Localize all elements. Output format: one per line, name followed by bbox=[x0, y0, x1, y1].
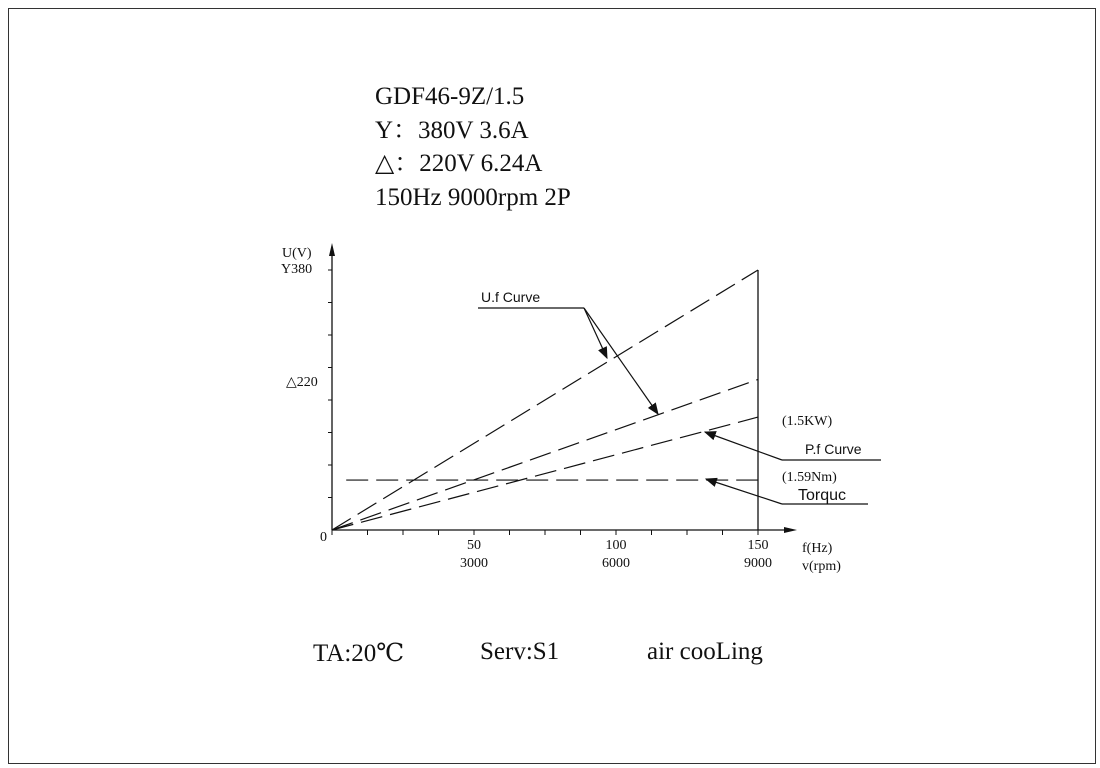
y-tick-label-380: Y380 bbox=[281, 262, 313, 277]
torque-annotation: (1.59Nm) bbox=[782, 470, 837, 485]
uf-leader-lower bbox=[584, 308, 658, 414]
power-annotation: (1.5KW) bbox=[782, 414, 833, 429]
y-axis-label: U(V) bbox=[282, 246, 312, 261]
x-tick-label-rpm-6000: 6000 bbox=[602, 556, 630, 571]
x-axis-label-rpm: v(rpm) bbox=[802, 559, 841, 574]
ambient-temperature: TA:20℃ bbox=[313, 640, 405, 667]
x-tick-label-rpm-9000: 9000 bbox=[744, 556, 772, 571]
model-name: GDF46-9Z/1.5 bbox=[375, 83, 525, 110]
series-line-pf-curve bbox=[332, 417, 758, 530]
series-line-uf-curve-380v bbox=[332, 270, 758, 530]
cooling-method: air cooLing bbox=[647, 638, 763, 665]
origin-label: 0 bbox=[320, 530, 327, 545]
uf-curve-label: U.f Curve bbox=[481, 289, 541, 305]
torque-leader bbox=[706, 479, 782, 504]
pf-leader bbox=[705, 432, 782, 460]
x-tick-labels bbox=[460, 538, 772, 571]
x-minor-ticks bbox=[332, 530, 758, 535]
service-duty: Serv:S1 bbox=[480, 638, 560, 665]
x-axis-arrow-icon bbox=[784, 527, 797, 533]
star-rating: Y：380V 3.6A bbox=[375, 116, 529, 144]
y-tick-label-220: △220 bbox=[286, 375, 318, 390]
series-layer bbox=[332, 270, 758, 530]
y-axis-arrow-icon bbox=[329, 243, 335, 256]
delta-rating: △：220V 6.24A bbox=[375, 150, 543, 177]
frequency-speed-rating: 150Hz 9000rpm 2P bbox=[375, 183, 571, 211]
x-tick-label-50: 50 bbox=[467, 538, 481, 553]
pf-curve-label: P.f Curve bbox=[805, 441, 862, 457]
series-line-uf-curve-220v bbox=[332, 379, 758, 530]
x-tick-label-rpm-3000: 3000 bbox=[460, 556, 488, 571]
x-axis-label: f(Hz) bbox=[802, 541, 833, 556]
torque-curve-label: Torquc bbox=[798, 487, 847, 504]
uf-leader-upper bbox=[584, 308, 607, 358]
x-tick-label-150: 150 bbox=[747, 538, 769, 553]
x-tick-label-100: 100 bbox=[605, 538, 627, 553]
